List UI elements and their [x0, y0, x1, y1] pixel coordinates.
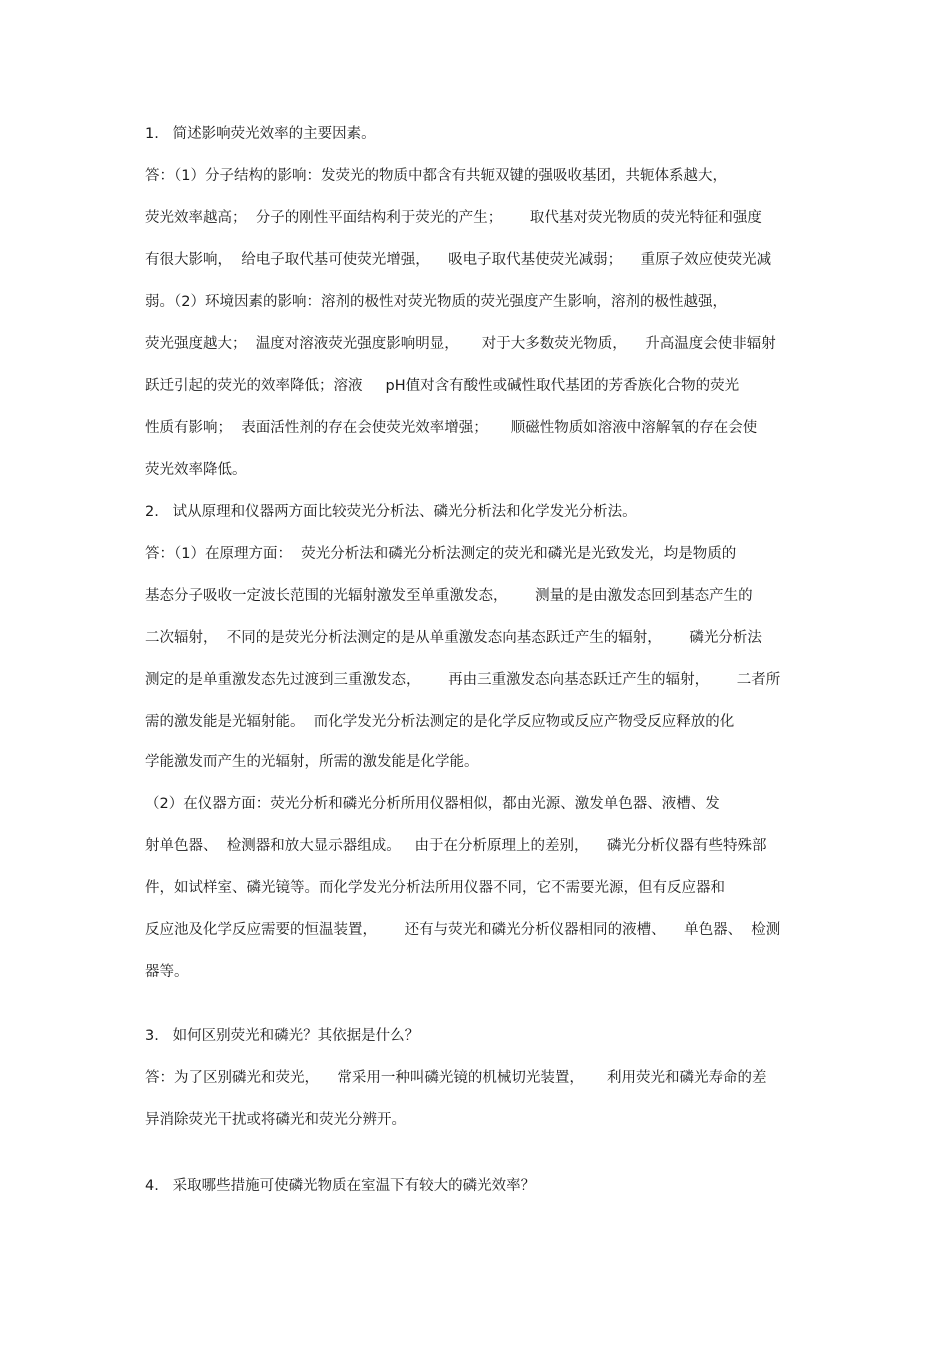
answer-2-line-2: 基态分子吸收一定波长范围的光辐射激发至单重激发态， 测量的是由激发态回到基态产生的 — [145, 588, 753, 604]
answer-1-line-3: 有很大影响， 给电子取代基可使荧光增强， 吸电子取代基使荧光减弱； 重原子效应使荧光减 — [145, 252, 772, 268]
answer-2-line-6: 学能激发而产生的光辐射，所需的激发能是化学能。 — [145, 754, 479, 770]
question-4-title: 4. 采取哪些措施可使磷光物质在室温下有较大的磷光效率？ — [145, 1178, 536, 1194]
answer-2-line-3: 二次辐射， 不同的是荧光分析法测定的是从单重激发态向基态跃迁产生的辐射， 磷光分析法 — [145, 630, 762, 646]
answer-2-line-11: 器等。 — [145, 964, 189, 980]
answer-1-line-5: 荧光强度越大； 温度对溶液荧光强度影响明显， 对于大多数荧光物质， 升高温度会使非辐射 — [145, 336, 776, 352]
answer-3-line-1: 答：为了区别磷光和荧光， 常采用一种叫磷光镜的机械切光装置， 利用荧光和磷光寿命的差 — [145, 1070, 767, 1086]
answer-1-line-1: 答：（1）分子结构的影响：发荧光的物质中都含有共轭双键的强吸收基团，共轭体系越大， — [145, 168, 727, 184]
answer-1-line-7: 性质有影响； 表面活性剂的存在会使荧光效率增强； 顺磁性物质如溶液中溶解氧的存在会使 — [145, 420, 758, 436]
question-2-title: 2. 试从原理和仪器两方面比较荧光分析法、磷光分析法和化学发光分析法。 — [145, 504, 637, 520]
answer-2-line-10: 反应池及化学反应需要的恒温装置， 还有与荧光和磷光分析仪器相同的液槽、 单色器、 检测 — [145, 922, 781, 938]
answer-3-line-2: 异消除荧光干扰或将磷光和荧光分辨开。 — [145, 1112, 406, 1128]
answer-2-line-8: 射单色器、 检测器和放大显示器组成。 由于在分析原理上的差别， 磷光分析仪器有些特殊部 — [145, 838, 767, 854]
answer-1-line-8: 荧光效率降低。 — [145, 462, 247, 478]
answer-1-line-6: 跃迁引起的荧光的效率降低；溶液 pH值对含有酸性或碱性取代基团的芳香族化合物的荧光 — [145, 378, 740, 394]
question-3-title: 3. 如何区别荧光和磷光？其依据是什么？ — [145, 1028, 420, 1044]
answer-1-line-2: 荧光效率越高； 分子的刚性平面结构利于荧光的产生； 取代基对荧光物质的荧光特征和强度 — [145, 210, 762, 226]
answer-2-line-7: （2）在仪器方面：荧光分析和磷光分析所用仪器相似，都由光源、激发单色器、液槽、发 — [145, 796, 720, 812]
answer-2-line-9: 件，如试样室、磷光镜等。而化学发光分析法所用仪器不同，它不需要光源，但有反应器和 — [145, 880, 725, 896]
answer-1-line-4: 弱。（2）环境因素的影响：溶剂的极性对荧光物质的荧光强度产生影响，溶剂的极性越强， — [145, 294, 727, 310]
answer-2-line-5: 需的激发能是光辐射能。 而化学发光分析法测定的是化学反应物或反应产物受反应释放的化 — [145, 714, 735, 730]
answer-2-line-4: 测定的是单重激发态先过渡到三重激发态， 再由三重激发态向基态跃迁产生的辐射， 二者所 — [145, 672, 781, 688]
question-1-title: 1. 简述影响荧光效率的主要因素。 — [145, 126, 376, 142]
answer-2-line-1: 答：（1）在原理方面： 荧光分析法和磷光分析法测定的荧光和磷光是光致发光，均是物质的 — [145, 546, 737, 562]
